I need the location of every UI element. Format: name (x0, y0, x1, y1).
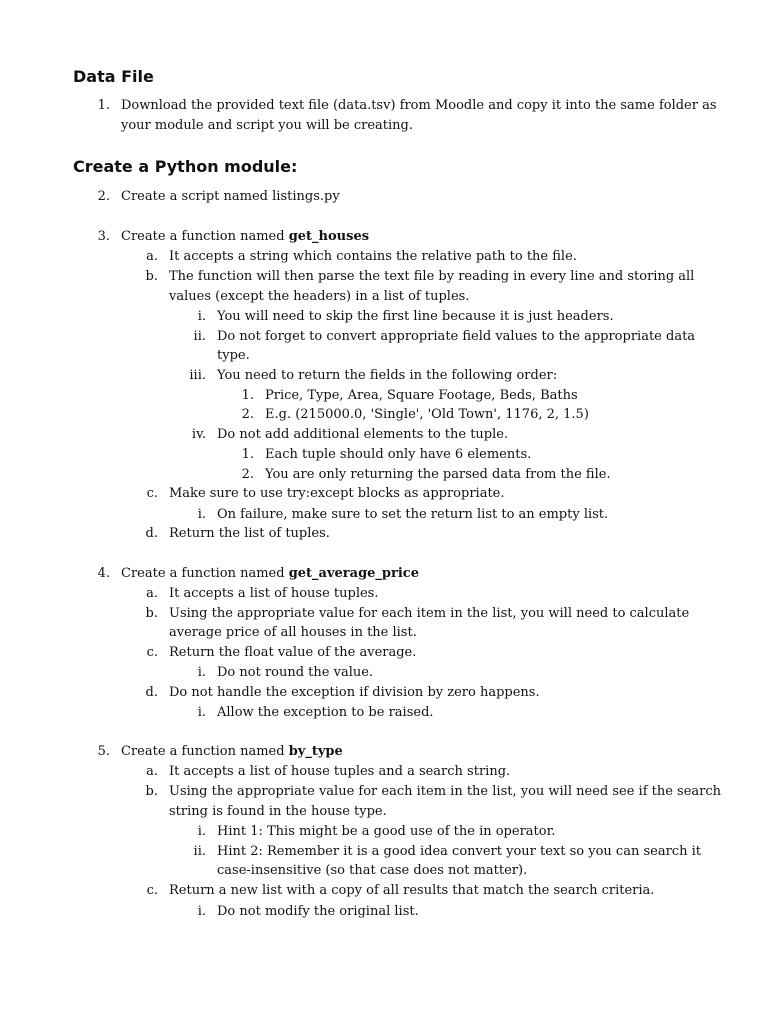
function-intro-text: Create a function named (121, 744, 289, 759)
list-item-text: Hint 1: This might be a good use of the in operator. (217, 824, 556, 839)
list-item-text: Return the list of tuples. (169, 526, 330, 541)
list-marker: d. (145, 526, 158, 541)
list-item-text: Download the provided text file (data.tsv) from Moodle and copy it into the same folder as (121, 98, 717, 113)
list-marker: iv. (191, 427, 206, 442)
list-marker: ii. (193, 329, 206, 344)
list-item-text: your module and script you will be creating. (121, 118, 414, 133)
list-item-text: type. (217, 348, 250, 363)
list-item-text: On failure, make sure to set the return list to an empty list. (217, 507, 609, 522)
list-item-text: string is found in the house type. (169, 804, 387, 819)
list-marker: b. (145, 269, 158, 284)
list-marker: 2. (241, 407, 254, 422)
list-marker: c. (146, 645, 158, 660)
list-marker: i. (197, 824, 206, 839)
list-item-text: It accepts a string which contains the relative path to the file. (169, 249, 577, 264)
list-item-text: Do not forget to convert appropriate field values to the appropriate data (217, 329, 696, 344)
list-marker: a. (146, 249, 158, 264)
list-item-text (121, 227, 369, 247)
list-marker: 5. (97, 744, 110, 759)
list-item-text: Create a script named listings.py (121, 189, 340, 204)
list-item-text: You need to return the fields in the following order: (217, 368, 558, 383)
list-item-text: You will need to skip the first line because it is just headers. (217, 309, 614, 324)
list-marker: 4. (97, 566, 110, 581)
list-item-text: Allow the exception to be raised. (217, 705, 434, 720)
list-marker: ii. (193, 844, 206, 859)
function-name: by_type (288, 744, 343, 759)
list-item-text: It accepts a list of house tuples and a search string. (169, 764, 511, 779)
list-marker: b. (145, 784, 158, 799)
list-item-text: Do not handle the exception if division by zero happens. (169, 685, 540, 700)
list-item-text: Return the float value of the average. (169, 645, 417, 660)
function-name: get_houses (288, 229, 370, 244)
list-item-text (121, 742, 343, 762)
list-marker: c. (146, 883, 158, 898)
list-marker: c. (146, 486, 158, 501)
list-marker: a. (146, 764, 158, 779)
list-item-text: average price of all houses in the list. (169, 625, 417, 640)
list-marker: i. (197, 665, 206, 680)
list-marker: 1. (241, 388, 254, 403)
list-item-text: Do not round the value. (217, 665, 374, 680)
list-marker: i. (197, 705, 206, 720)
list-marker: a. (146, 586, 158, 601)
list-item-text: Return a new list with a copy of all results that match the search criteria. (169, 883, 655, 898)
list-marker: i. (197, 904, 206, 919)
list-item-text: values (except the headers) in a list of tuples. (169, 289, 470, 304)
list-marker: 2. (241, 467, 254, 482)
list-item-text: It accepts a list of house tuples. (169, 586, 379, 601)
list-item-text: Each tuple should only have 6 elements. (265, 447, 532, 462)
list-marker: i. (197, 309, 206, 324)
list-item-text: Make sure to use try:except blocks as appropriate. (169, 486, 505, 501)
list-item-text: Using the appropriate value for each item in the list, you will need to calculate (169, 606, 690, 621)
function-name: get_average_price (288, 566, 419, 581)
list-marker: b. (145, 606, 158, 621)
list-marker: 3. (97, 229, 110, 244)
heading-data-file: Data File (73, 67, 154, 86)
list-marker: i. (197, 507, 206, 522)
list-item-text: Hint 2: Remember it is a good idea convert your text so you can search it (217, 844, 701, 859)
list-marker: d. (145, 685, 158, 700)
list-item-text: E.g. (215000.0, 'Single', 'Old Town', 1176, 2, 1.5) (265, 407, 589, 422)
list-item-text: The function will then parse the text file by reading in every line and storing all (169, 269, 695, 284)
function-intro-text: Create a function named (121, 229, 289, 244)
list-marker: 2. (97, 189, 110, 204)
list-marker: 1. (241, 447, 254, 462)
list-item-text: Do not modify the original list. (217, 904, 419, 919)
list-marker: 1. (97, 98, 110, 113)
heading-create-module: Create a Python module: (73, 157, 298, 176)
list-item-text: You are only returning the parsed data from the file. (265, 467, 611, 482)
list-item-text: Do not add additional elements to the tuple. (217, 427, 509, 442)
function-intro-text: Create a function named (121, 566, 289, 581)
list-item-text: case-insensitive (so that case does not matter). (217, 863, 528, 878)
list-marker: iii. (189, 368, 206, 383)
list-item-text: Price, Type, Area, Square Footage, Beds, Baths (265, 388, 578, 403)
list-item-text (121, 564, 419, 584)
list-item-text: Using the appropriate value for each item in the list, you will need see if the search (169, 784, 722, 799)
